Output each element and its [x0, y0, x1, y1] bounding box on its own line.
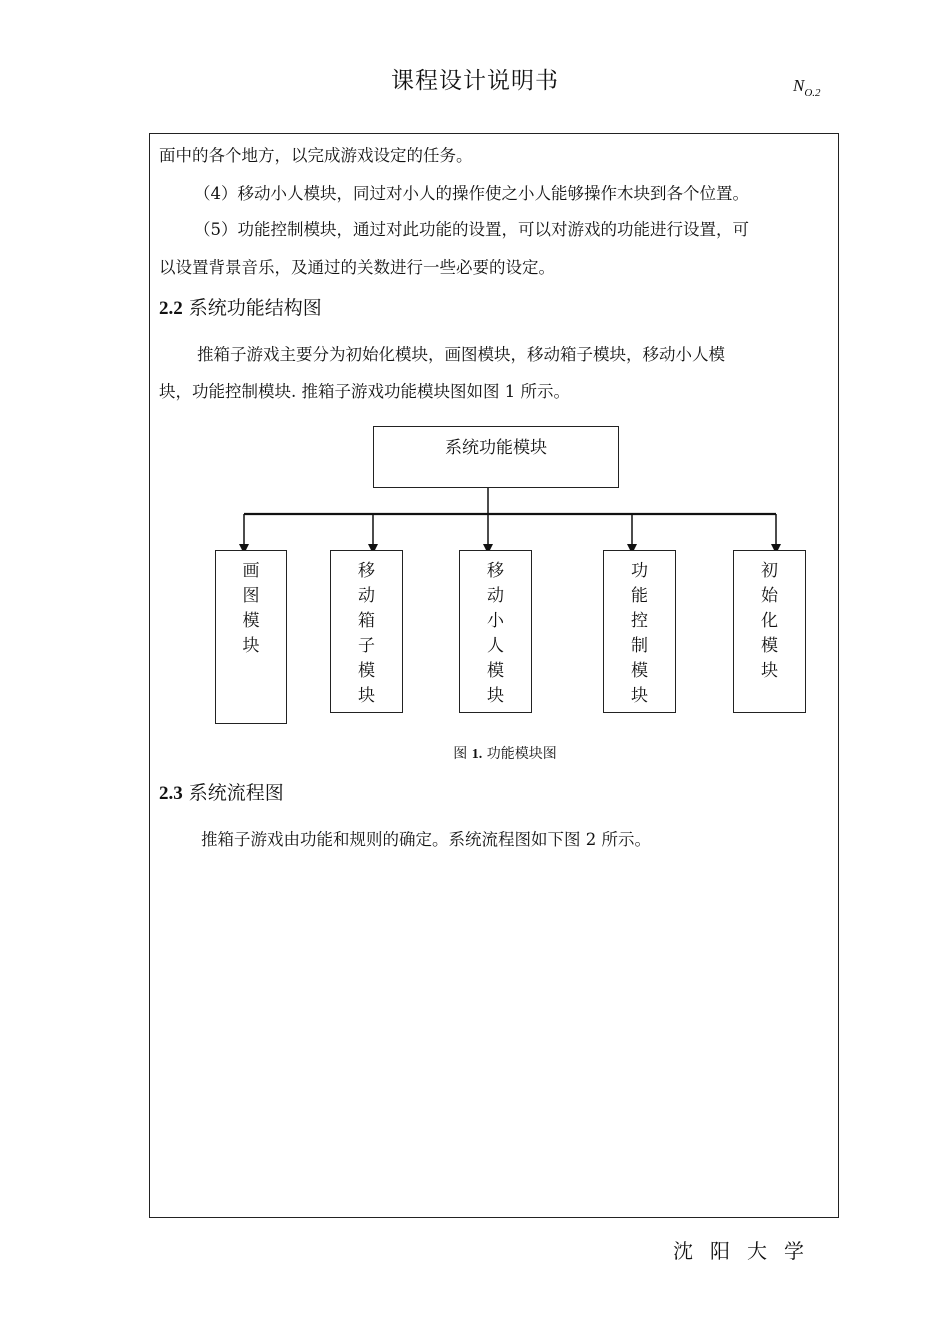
page-number-main: N	[793, 76, 805, 95]
module-label: 移 动 箱 子 模 块	[358, 561, 375, 706]
paragraph-line: 面中的各个地方，以完成游戏设定的任务。	[159, 146, 473, 165]
diagram-root-box: 系统功能模块	[373, 426, 619, 488]
caption-text: 功能模块图	[486, 746, 557, 762]
module-label: 画 图 模 块	[242, 561, 260, 656]
document-title: 课程设计说明书	[391, 68, 559, 94]
caption-number: 1.	[471, 747, 483, 762]
figure-caption	[0, 743, 950, 763]
module-label: 功 能 控 制 模 块	[631, 561, 648, 706]
section-number: 2.3	[159, 783, 183, 804]
module-label: 初 始 化 模 块	[761, 561, 778, 681]
paragraph-line: （5）功能控制模块，通过对此功能的设置，可以对游戏的功能进行设置，可	[194, 220, 749, 239]
paragraph-line: （4）移动小人模块，同过对小人的操作使之小人能够操作木块到各个位置。	[194, 184, 749, 203]
module-box-drawing	[215, 550, 287, 724]
paragraph-line: 推箱子游戏由功能和规则的确定。系统流程图如下图 2 所示。	[201, 830, 651, 849]
paragraph-line: 以设置背景音乐，及通过的关数进行一些必要的设定。	[159, 258, 555, 277]
module-box-move-box	[330, 550, 403, 713]
footer-university: 沈阳大学	[673, 1239, 821, 1263]
section-heading-2-3	[159, 778, 284, 805]
section-title: 系统功能结构图	[188, 297, 322, 319]
section-number: 2.2	[159, 298, 183, 319]
paragraph-line: 块，功能控制模块. 推箱子游戏功能模块图如图 1 所示。	[159, 382, 570, 401]
module-box-move-person	[459, 550, 532, 713]
section-title: 系统流程图	[188, 782, 284, 804]
page-number-sub: O.2	[804, 87, 821, 99]
caption-prefix: 图	[453, 746, 468, 762]
paragraph-line: 推箱子游戏主要分为初始化模块，画图模块，移动箱子模块，移动小人模	[197, 345, 725, 364]
module-box-function-control	[603, 550, 676, 713]
module-box-initialization	[733, 550, 806, 713]
module-label: 移 动 小 人 模 块	[487, 561, 504, 706]
